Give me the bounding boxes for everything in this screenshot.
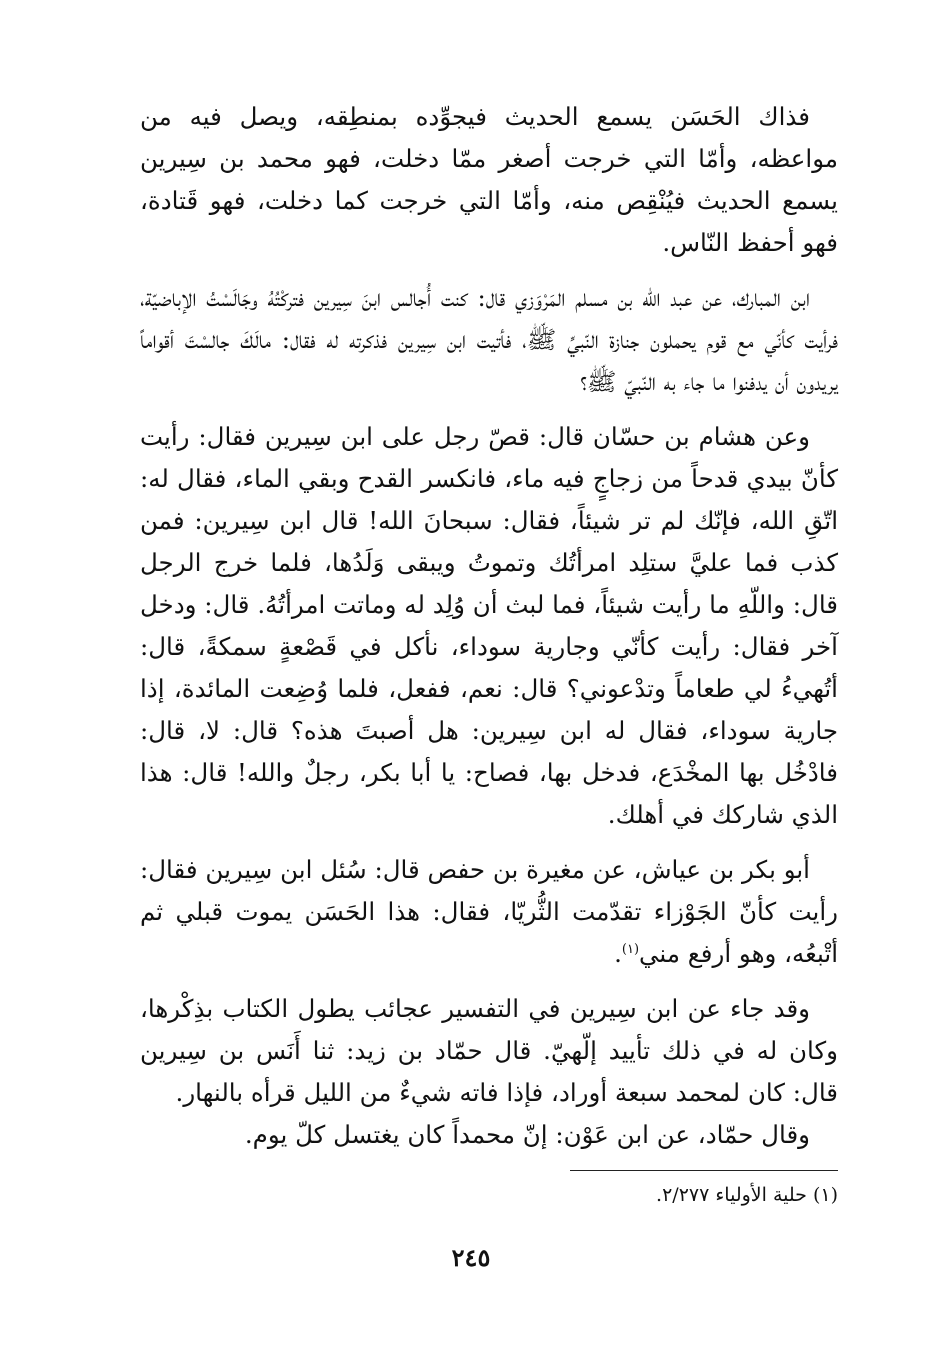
footnote-reference: (١): [621, 941, 640, 957]
page-number: ٢٤٥: [451, 1243, 491, 1272]
paragraph-4-text: أبو بكر بن عياش، عن مغيرة بن حفص قال: سُئل ابن سِيرين فقال: رأيت كأنّ الجَوْزاء تقدّمت الثُّريّا، فقال: هذا الحَسَن يموت قبلي ثم أتْبعُه، وهو أرفع مني: [140, 855, 838, 968]
paragraph-2: ابن المبارك، عن عبد الله بن مسلم المَرْوَزي قال: كنت أُجالس ابنَ سِيرين فتركْتُهُ وجَالَسْتُ الإباضيّة، فرأيت كأنّي مع قوم يحملون جنازة النّبيِّ ﷺ، فأتيت ابن سِيرين فذكرته له فقال: مالَكَ جالسْتَ أقواماً يريدون أن يدفنوا ما جاء به النّبيّ ﷺ؟: [140, 283, 838, 396]
paragraph-3: وعن هشام بن حسّان قال: قصّ رجل على ابن سِيرين فقال: رأيت كأنّ بيدي قدحاً من زجاجٍ فيه ماء، فانكسر القدح وبقي الماء، فقال له: اتّقِ الله، فإنّك لم تر شيئاً، فقال: سبحانَ الله! قال ابن سِيرين: فمن كذب فما عليَّ ستلِد امرأتُك وتموتُ ويبقى وَلَدُها، فلما خرج الرجل قال: واللّهِ ما رأيت شيئاً، فما لبث أن وُلِد له وماتت امرأتُهُ. قال: ودخل آخر فقال: رأيت كأنّي وجارية سوداء، نأكل في قَصْعةٍ سمكةً، قال: أتُهيءُ لي طعاماً وتدْعوني؟ قال: نعم، ففعل، فلما وُضِعت المائدة، إذا جارية سوداء، فقال له ابن سِيرين: هل أصبتَ هذه؟ قال: لا، قال: فادْخُل بها المخْدَع، فدخل بها، فصاح: يا أبا بكر، رجلٌ والله! قال: هذا الذي شاركك في أهلك.: [140, 422, 838, 829]
paragraph-6: وقال حمّاد، عن ابن عَوْن: إنّ محمداً كان يغتسل كلّ يوم.: [244, 1120, 810, 1149]
footnote-divider: [570, 1170, 838, 1171]
paragraph-1: فذاك الحَسَن يسمع الحديث فيجوِّده بمنطِقه، ويصل فيه من مواعظه، وأمّا التي خرجت أصغر ممّا دخلت، فهو محمد بن سِيرين يسمع الحديث فيُنْقِص منه، وأمّا التي خرجت كما دخلت، فهو قَتادة، فهو أحفظ النّاس.: [140, 102, 838, 257]
paragraph-4-end: .: [614, 939, 622, 968]
paragraph-5: وقد جاء عن ابن سِيرين في التفسير عجائب يطول الكتاب بذِكْرها، وكان له في ذلك تأييد إلّهيّ. قال حمّاد بن زيد: ثنا أَنَس بن سِيرين قال: كان لمحمد سبعة أوراد، فإذا فاته شيءٌ من الليل قرأه بالنهار.: [140, 994, 838, 1107]
main-text: [140, 96, 838, 1156]
footnote: (١) حلية الأولياء ٢/٢٧٧.: [656, 1184, 838, 1206]
paragraph-4: [140, 849, 838, 975]
